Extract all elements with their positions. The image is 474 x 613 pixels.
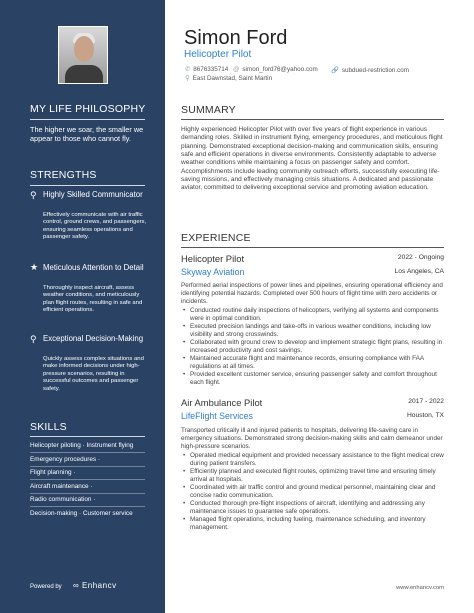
list-item: • Coordinated with air traffic control and ground medical personnel, maintaining clear and concise radio communication. [183, 484, 444, 500]
skill-row: Decision-making · Customer service [30, 510, 133, 517]
skill-divider [30, 493, 145, 494]
skill-divider [30, 452, 145, 453]
skills-divider [30, 436, 145, 437]
philosophy-heading: MY LIFE PHILOSOPHY [30, 103, 146, 115]
list-item: • Executed precision landings and take-offs in various weather conditions, including low visibility and strong crosswinds. [183, 323, 444, 339]
list-item: • Operated medical equipment and provided necessary assistance to the flight medical crew during patient transfers. [183, 452, 444, 468]
phone-icon: ✆ [185, 66, 191, 73]
list-item: • Conducted thorough pre-flight inspections of aircraft, identifying and addressing any maintenance issues to guarantee safe operations. [183, 500, 444, 516]
skill-row: Radio communication · [30, 496, 96, 503]
list-item: • Collaborated with ground crew to develop and implement strategic flight plans, resulting in increased productivity and cost savings. [183, 339, 444, 355]
list-item: • Maintained accurate flight and maintenance records, ensuring compliance with FAA regulations at all times. [183, 355, 444, 371]
location-pin-icon: ⚲ [185, 75, 190, 82]
sidebar [0, 0, 165, 613]
strength-title: Meticulous Attention to Detail [43, 263, 144, 272]
candidate-name: Simon Ford [184, 27, 288, 49]
lightbulb-icon: ⚲ [30, 334, 37, 344]
phone-text: 8676335714 [193, 66, 229, 73]
job-role: Helicopter Pilot [181, 253, 245, 264]
strength-title: Exceptional Decision-Making [43, 334, 144, 343]
phone-contact[interactable] [185, 66, 228, 73]
job-bullets [183, 452, 444, 532]
job-bullets [183, 307, 444, 387]
powered-by-label: Powered by [30, 584, 62, 590]
profile-photo [58, 26, 108, 84]
website-contact[interactable] [331, 66, 409, 74]
candidate-title: Helicopter Pilot [184, 49, 252, 60]
job-company: LifeFlight Services [181, 411, 253, 421]
job-date: 2017 - 2022 [408, 398, 444, 405]
email-text: simon_ford76@yahoo.com [242, 66, 318, 73]
skills-heading: SKILLS [30, 421, 67, 433]
at-icon: @ [233, 66, 240, 73]
job-location: Houston, TX [406, 412, 444, 419]
enhancv-logo[interactable] [73, 581, 117, 590]
job-date: 2022 - Ongoing [397, 254, 444, 261]
skill-divider [30, 466, 145, 467]
skill-row: Aircraft maintenance · [30, 483, 93, 490]
strengths-divider [30, 185, 145, 186]
infinity-icon: ∞ [73, 581, 80, 590]
strength-description: Quickly assess complex situations and make informed decisions under high-pressure scenarios, resulting in successful outcomes and passenger safety. [43, 356, 144, 392]
summary-text: Highly experienced Helicopter Pilot with over five years of flight experience in various demanding roles. Skilled in instrument flying, emergency procedures, and meticulous flight planning. Demonstrated exceptional decision-making and communication skills, ensuring safe and efficient operations in diverse environments. Consistently adaptable to adverse weather conditions while maintaining a focus on passenger safety and comfort. Accomplishments include leading community outreach efforts, successfully executing life-saving missions, and effectively managing crisis situations. A dedicated and passionate aviator, committed to delivering exceptional service and promoting aviation education. [181, 126, 443, 192]
link-icon: 🔗 [331, 67, 339, 74]
philosophy-divider [30, 119, 145, 120]
location-text: East Dawnstad, Saint Martin [192, 75, 273, 82]
list-item: • Managed flight operations, including fueling, maintenance scheduling, and inventory management. [183, 516, 444, 532]
philosophy-text: The higher we soar, the smaller we appear to those who cannot fly. [30, 125, 144, 144]
job-description: Performed aerial inspections of power lines and pipelines, ensuring operational efficiency and identifying potential hazards. Completed over 500 hours of flight time with zero accidents or incidents. [181, 282, 443, 306]
skill-divider [30, 479, 145, 480]
skill-row: Flight planning · [30, 469, 76, 476]
list-item: • Provided excellent customer service, ensuring passenger safety and comfort throughout each flight. [183, 371, 444, 387]
skill-row: Helicopter piloting · Instrument flying [30, 442, 134, 449]
strength-title: Highly Skilled Communicator [43, 190, 143, 199]
website-text: subdued-restriction.com [341, 67, 410, 74]
skill-row: Emergency procedures · [30, 456, 100, 463]
job-company: Skyway Aviation [181, 267, 245, 277]
brand-name: Enhancv [81, 581, 117, 590]
email-contact[interactable] [233, 66, 318, 73]
job-location: Los Angeles, CA [394, 268, 444, 275]
summary-divider [181, 119, 444, 120]
list-item: • Conducted routine daily inspections of helicopters, verifying all systems and components were in optimal condition. [183, 307, 444, 323]
experience-heading: EXPERIENCE [181, 232, 251, 244]
location-contact [185, 75, 272, 82]
job-description: Transported critically ill and injured patients to hospitals, delivering life-saving care in emergency situations. Demonstrated strong decision-making skills and calm demeanor under high-pressure scenarios. [181, 427, 443, 451]
footer-url[interactable]: www.enhancv.com [396, 585, 444, 591]
strength-description: Thoroughly inspect aircraft, assess weather conditions, and meticulously plan flight routes, resulting in safe and efficient operations. [43, 285, 143, 314]
list-item: • Efficiently planned and executed flight routes, optimizing travel time and ensuring timely arrival at hospitals. [183, 468, 444, 484]
star-icon: ★ [30, 262, 39, 272]
experience-divider [181, 247, 444, 248]
skill-divider [30, 506, 145, 507]
strength-description: Effectively communicate with air traffic control, ground crews, and passengers, ensuring seamless operations and passenger safety. [43, 212, 147, 241]
summary-heading: SUMMARY [181, 104, 236, 116]
job-role: Air Ambulance Pilot [181, 397, 263, 408]
strengths-heading: STRENGTHS [30, 169, 97, 181]
lightbulb-icon: ⚲ [30, 190, 37, 200]
